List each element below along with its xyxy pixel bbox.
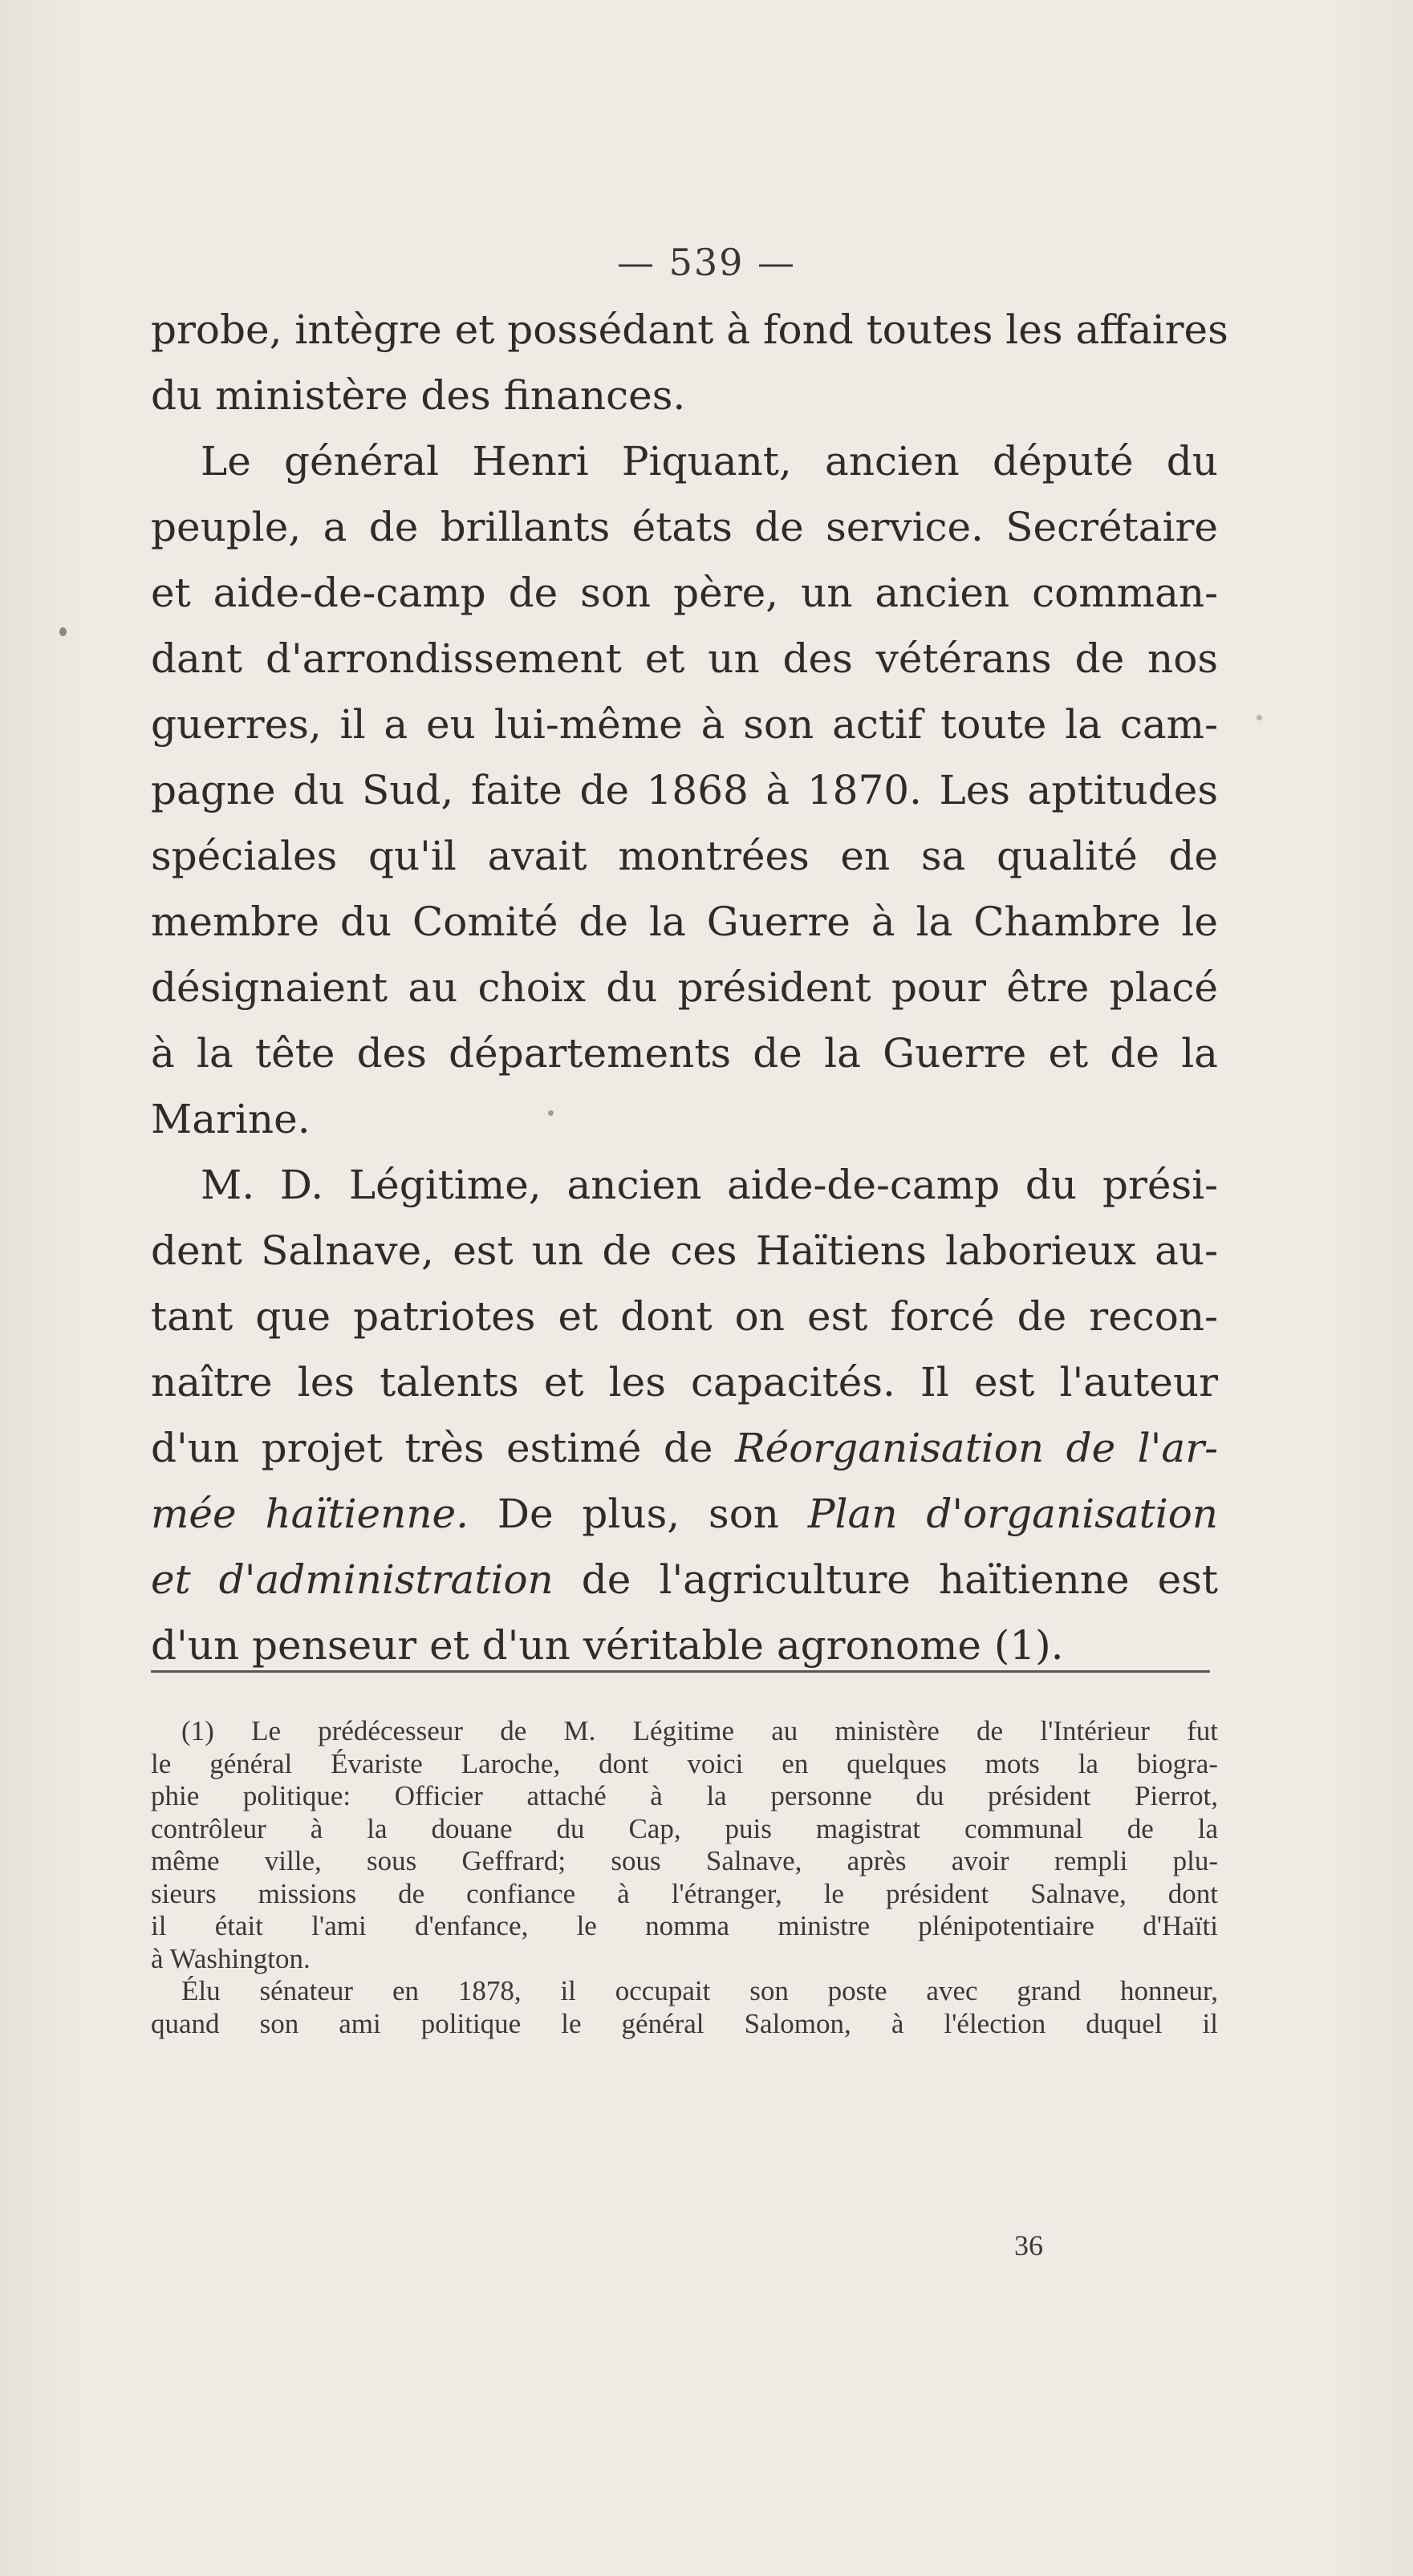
line-text: probe, intègre et possédant à fond toutes les affaires	[151, 306, 1228, 353]
line-text: tant que patriotes et dont on est forcé de recon-	[151, 1293, 1218, 1340]
text-line	[151, 1020, 1218, 1086]
footnote-line: sieurs missions de confiance à l'étranger, le président Salnave, dont	[151, 1877, 1218, 1909]
text-line	[151, 955, 1218, 1020]
footnote-line: quand son ami politique le général Salomon, à l'élection duquel il	[151, 2007, 1218, 2039]
paper-speck	[548, 1110, 554, 1116]
line-text: Le général Henri Piquant, ancien député du	[201, 438, 1218, 485]
line-text: M. D. Légitime, ancien aide-de-camp du prési-	[201, 1162, 1218, 1208]
text-line	[151, 889, 1218, 955]
page-number: — 539 —	[616, 241, 797, 284]
text-line	[151, 494, 1218, 560]
line-text: d'un projet très estimé de	[151, 1425, 735, 1471]
footnote-line: à Washington.	[151, 1942, 311, 1974]
text-line	[151, 1547, 1218, 1613]
line-text: d'un penseur et d'un véritable agronome (1).	[151, 1622, 1064, 1669]
text-line	[151, 1284, 1218, 1349]
line-text: dent Salnave, est un de ces Haïtiens laborieux au-	[151, 1227, 1218, 1274]
line-text: de l'agriculture haïtienne est	[553, 1556, 1218, 1603]
footnote-line: Élu sénateur en 1878, il occupait son poste avec grand honneur,	[181, 1975, 1218, 2006]
footnote-line: phie politique: Officier attaché à la personne du président Pierrot,	[151, 1780, 1218, 1811]
line-text: dant d'arrondissement et un des vétérans de nos	[151, 635, 1218, 682]
text-line	[151, 757, 1218, 823]
line-text: membre du Comité de la Guerre à la Chambre le	[151, 899, 1218, 945]
line-text: désignaient au choix du président pour être placé	[151, 964, 1218, 1011]
line-text: De plus, son	[469, 1491, 808, 1537]
text-line	[151, 1349, 1218, 1415]
footnote-line: le général Évariste Laroche, dont voici en quelques mots la biogra-	[151, 1747, 1218, 1779]
italic-title-text: Plan d'organisation	[807, 1491, 1219, 1537]
body-text	[151, 297, 1228, 1678]
line-text: Marine.	[151, 1096, 311, 1142]
italic-title-text: Réorganisation de l'ar-	[734, 1425, 1218, 1471]
paper-speck	[1257, 715, 1262, 720]
text-line	[151, 1613, 1218, 1678]
footnote-rule	[151, 1670, 1210, 1673]
signature-mark: 36	[1014, 2229, 1043, 2262]
text-line	[151, 1086, 1218, 1152]
paper-speck	[59, 627, 67, 636]
italic-title-text: mée haïtienne.	[151, 1491, 469, 1537]
line-text: et aide-de-camp de son père, un ancien comman-	[151, 570, 1218, 616]
text-line	[151, 363, 1218, 428]
line-text: du ministère des finances.	[151, 372, 686, 419]
footnote-line: même ville, sous Geffrard; sous Salnave, après avoir rempli plu-	[151, 1845, 1218, 1876]
italic-title-text: et d'administration	[151, 1556, 554, 1603]
line-text: pagne du Sud, faite de 1868 à 1870. Les aptitudes	[151, 767, 1218, 813]
text-line	[151, 560, 1218, 626]
line-text: guerres, il a eu lui-même à son actif toute la cam-	[151, 701, 1218, 748]
text-line	[151, 823, 1218, 889]
text-line	[151, 428, 1218, 494]
text-line	[151, 1415, 1218, 1481]
line-text: naître les talents et les capacités. Il est l'auteur	[151, 1359, 1218, 1406]
text-line	[151, 297, 1228, 363]
footnote	[151, 1715, 1218, 2040]
footnote-line: il était l'ami d'enfance, le nomma ministre plénipotentiaire d'Haïti	[151, 1910, 1218, 1941]
text-line	[151, 692, 1218, 757]
footnote-line: contrôleur à la douane du Cap, puis magistrat communal de la	[151, 1812, 1218, 1844]
text-line	[151, 1481, 1218, 1547]
footnote-line: (1) Le prédécesseur de M. Légitime au ministère de l'Intérieur fut	[181, 1715, 1218, 1746]
line-text: à la tête des départements de la Guerre et de la	[151, 1030, 1218, 1077]
line-text: peuple, a de brillants états de service. Secrétaire	[151, 504, 1218, 550]
text-line	[151, 1152, 1218, 1218]
line-text: spéciales qu'il avait montrées en sa qualité de	[151, 833, 1218, 879]
text-line	[151, 626, 1218, 692]
text-line	[151, 1218, 1218, 1284]
